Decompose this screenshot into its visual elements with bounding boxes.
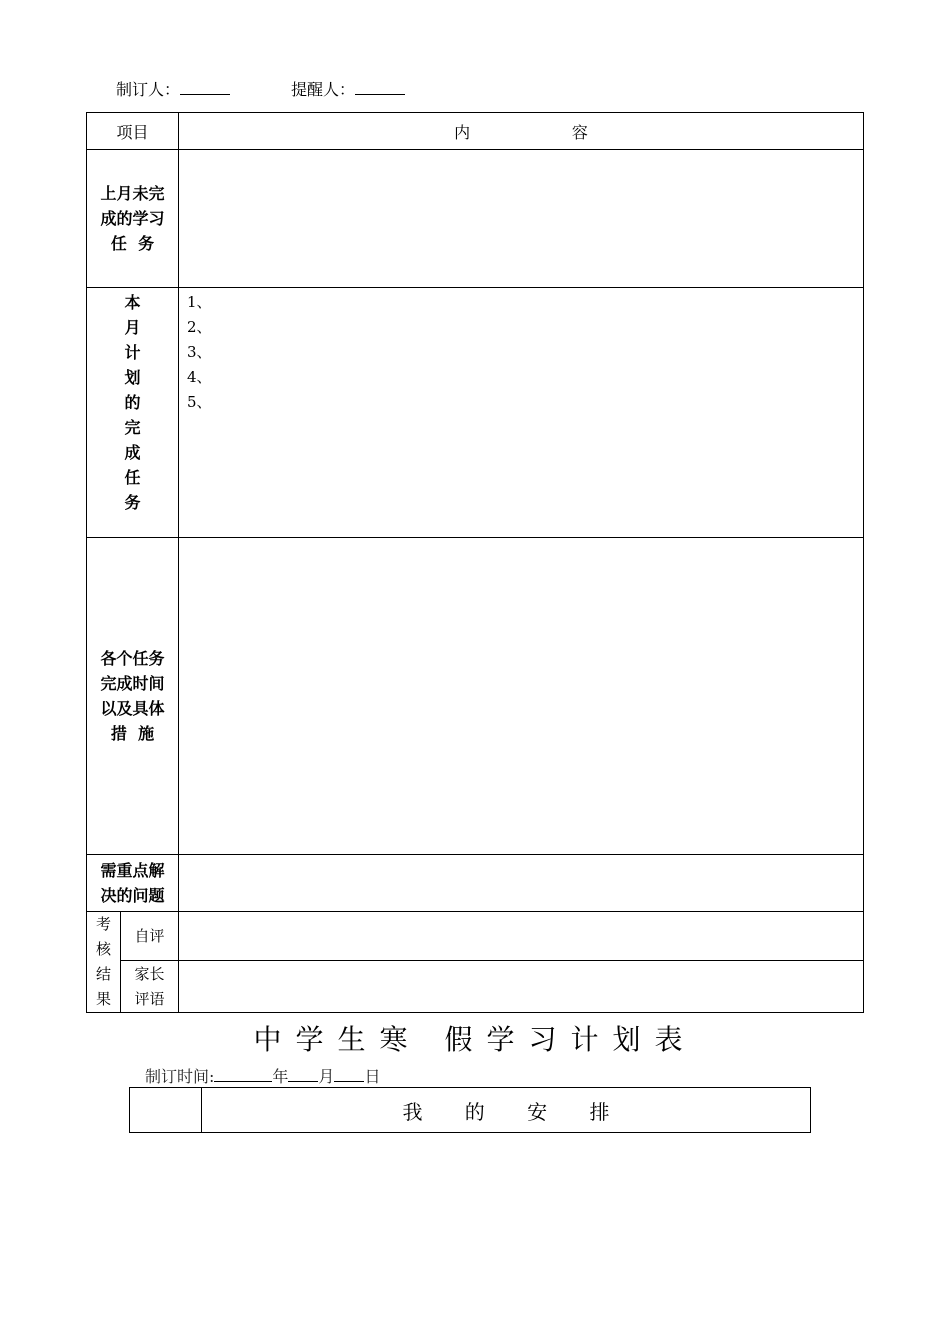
problems-label xyxy=(87,855,179,912)
unfinished-label xyxy=(87,150,179,288)
row-parent-comment xyxy=(87,961,864,1013)
maker-label: 制订人： xyxy=(116,80,181,99)
time-content-cell[interactable] xyxy=(179,538,864,855)
assessment-label-char: 核 xyxy=(95,940,111,958)
reminder-label: 提醒人： xyxy=(291,80,356,99)
plan-label-char: 本 xyxy=(124,293,141,312)
plan-label-char: 计 xyxy=(124,343,141,362)
parent-comment-line: 评语 xyxy=(134,989,165,1008)
plan-label-char: 划 xyxy=(124,368,141,387)
row-self-eval xyxy=(87,912,864,961)
plan-item: 5、 xyxy=(187,393,212,411)
date-line xyxy=(145,1064,380,1087)
self-eval-content-cell[interactable] xyxy=(179,912,864,961)
maker-field xyxy=(116,77,230,100)
plan-item: 1、 xyxy=(187,293,212,311)
plan-item: 2、 xyxy=(187,318,212,336)
unfinished-label-line: 成的学习 xyxy=(100,209,165,228)
plan-label-char: 月 xyxy=(124,318,141,337)
unfinished-label-line: 上月未完 xyxy=(100,184,165,203)
date-label: 制订时间: xyxy=(145,1067,215,1086)
row-unfinished xyxy=(87,150,864,288)
plan-label-char: 完 xyxy=(124,418,141,437)
day-blank[interactable] xyxy=(334,1067,364,1082)
header-content: 内 容 xyxy=(179,113,864,150)
arrangement-header-row xyxy=(130,1088,811,1133)
parent-comment-line: 家长 xyxy=(134,964,165,983)
unfinished-content-cell[interactable] xyxy=(179,150,864,288)
time-label xyxy=(87,538,179,855)
arrangement-table xyxy=(129,1087,811,1133)
arrangement-blank-cell[interactable] xyxy=(130,1088,202,1133)
problems-content-cell[interactable] xyxy=(179,855,864,912)
maker-blank[interactable] xyxy=(180,80,230,95)
row-problems xyxy=(87,855,864,912)
problems-label-line: 决的问题 xyxy=(100,886,165,905)
assessment-label-char: 结 xyxy=(95,965,111,983)
time-label-line: 以及具体 xyxy=(100,699,165,718)
plan-table xyxy=(86,112,864,1013)
plan-label-char: 成 xyxy=(124,443,141,462)
reminder-blank[interactable] xyxy=(355,80,405,95)
plan-label xyxy=(87,288,179,538)
month-blank[interactable] xyxy=(288,1067,318,1082)
header-item: 项目 xyxy=(87,113,179,150)
plan-item: 4、 xyxy=(187,368,212,386)
assessment-label-char: 果 xyxy=(95,990,111,1008)
time-label-line: 完成时间 xyxy=(100,674,165,693)
row-plan xyxy=(87,288,864,538)
plan-item: 3、 xyxy=(187,343,212,361)
problems-label-line: 需重点解 xyxy=(100,861,165,880)
parent-comment-content-cell[interactable] xyxy=(179,961,864,1013)
page-title: 中学生寒 假学习计划表 xyxy=(253,1023,697,1056)
unfinished-label-line: 任 务 xyxy=(110,234,155,253)
day-label: 日 xyxy=(364,1067,381,1086)
year-label: 年 xyxy=(272,1067,289,1086)
table-header-row xyxy=(87,113,864,150)
arrangement-header: 我 的 安 排 xyxy=(202,1088,811,1133)
time-label-line: 各个任务 xyxy=(100,649,165,668)
row-time-measures xyxy=(87,538,864,855)
month-label: 月 xyxy=(318,1067,335,1086)
assessment-label-char: 考 xyxy=(95,915,111,933)
parent-comment-label xyxy=(121,961,179,1013)
year-blank[interactable] xyxy=(214,1067,272,1082)
time-label-line: 措 施 xyxy=(110,724,155,743)
reminder-field xyxy=(291,77,405,100)
self-eval-label: 自评 xyxy=(121,912,179,961)
plan-label-char: 任 xyxy=(124,468,141,487)
plan-label-char: 务 xyxy=(124,493,141,512)
plan-content-cell[interactable] xyxy=(179,288,864,538)
assessment-label xyxy=(87,912,121,1013)
plan-label-char: 的 xyxy=(124,393,141,412)
